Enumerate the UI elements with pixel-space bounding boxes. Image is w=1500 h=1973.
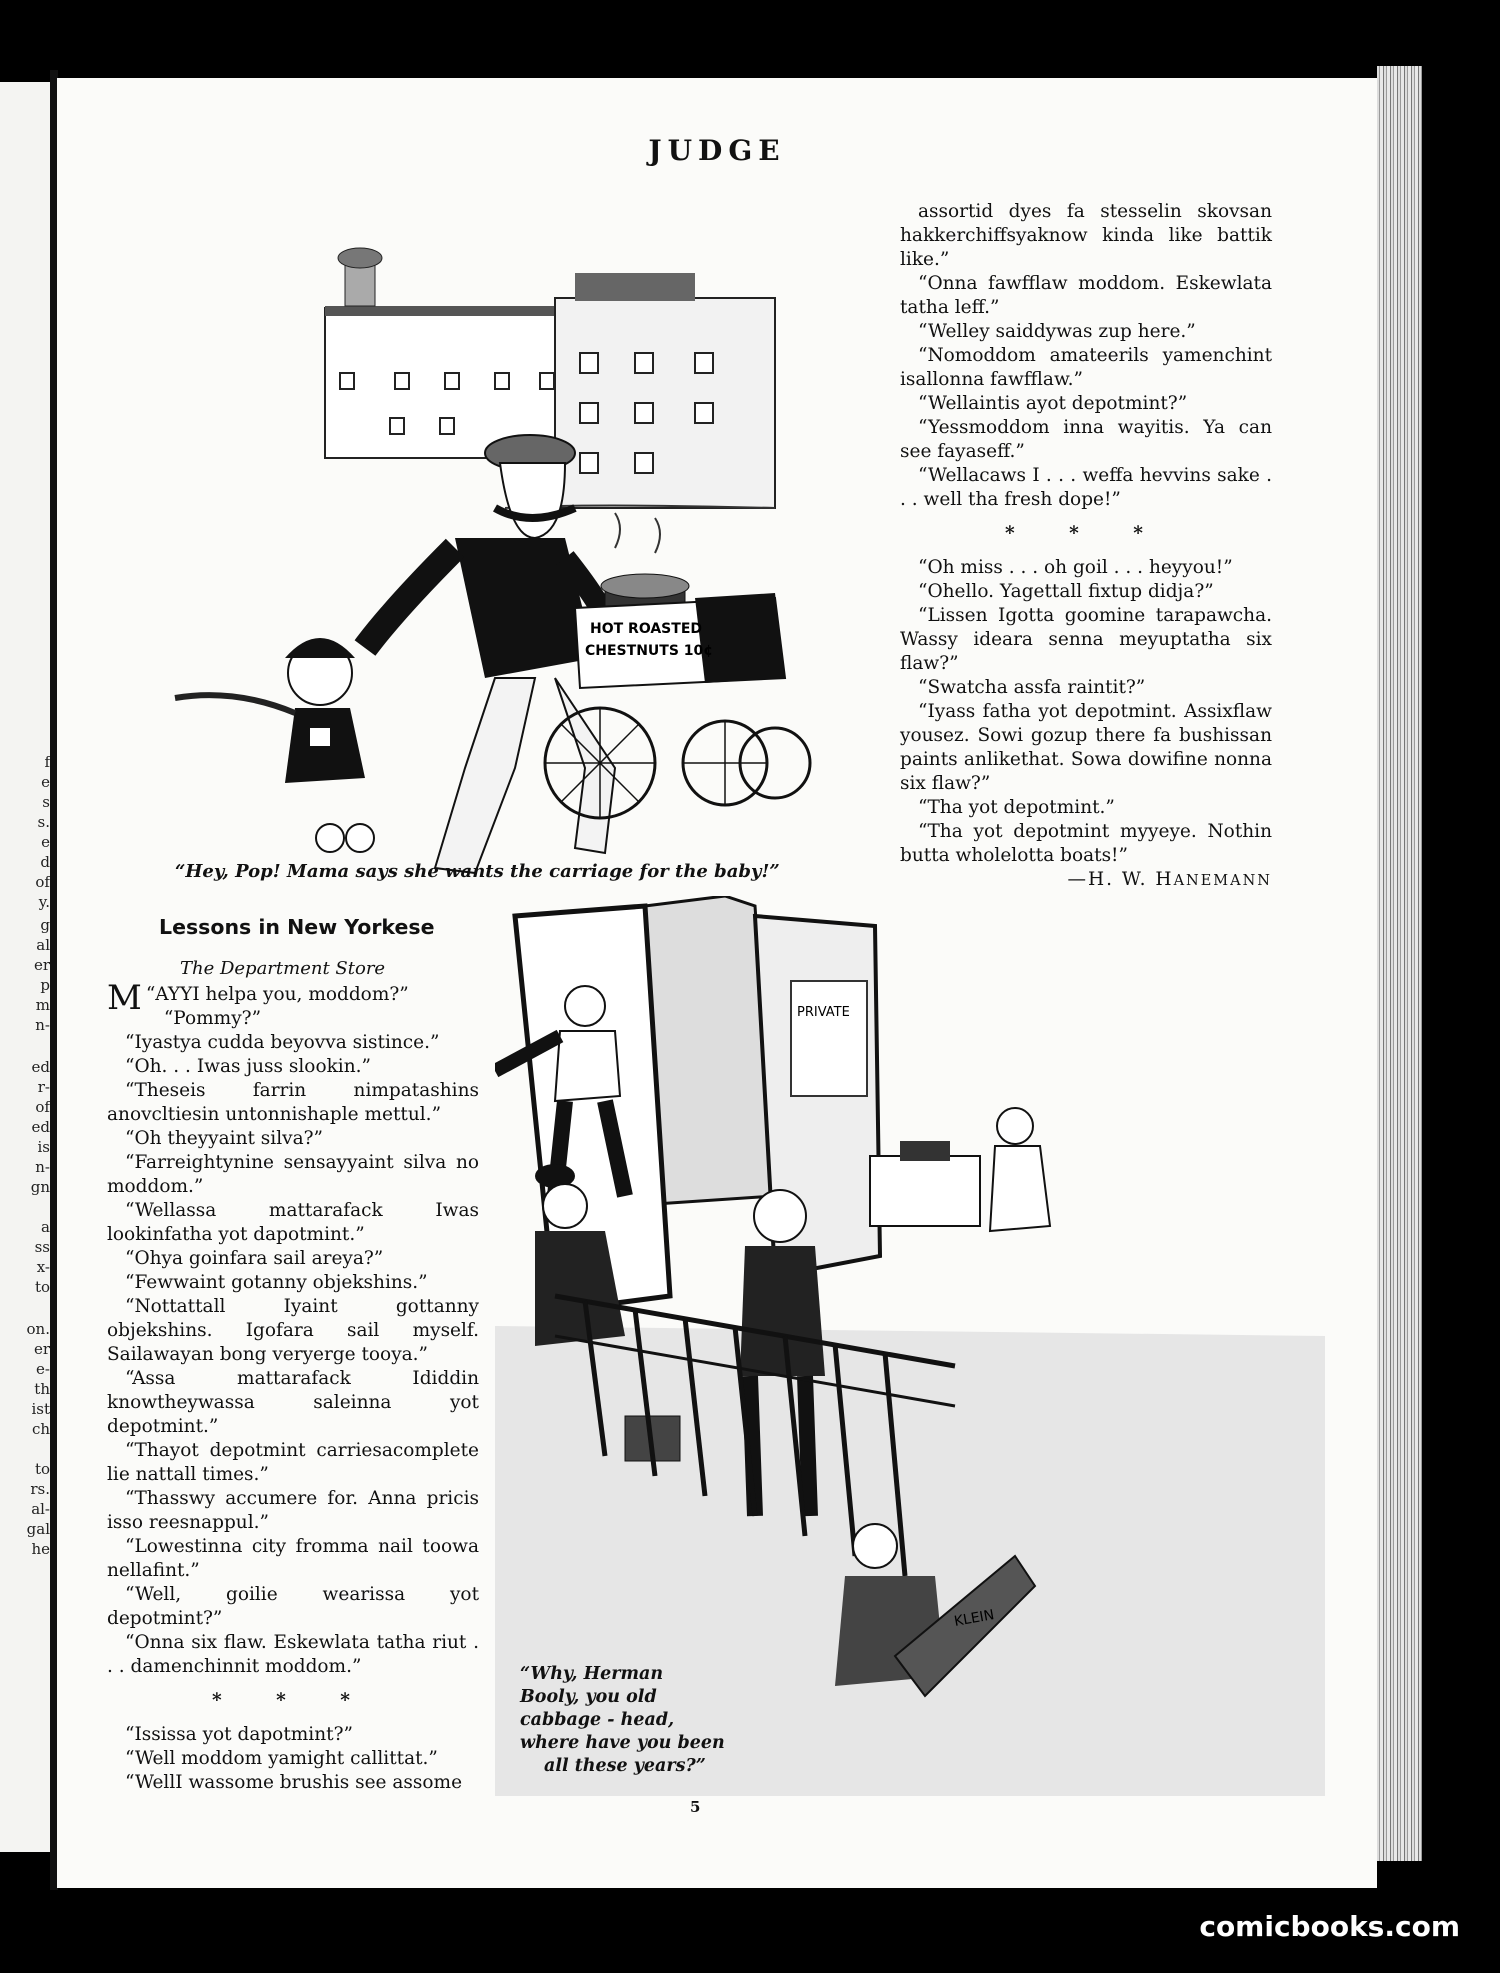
page-header: JUDGE	[648, 134, 786, 167]
left-page-text-fragment: g	[40, 916, 50, 934]
col2-paragraph: “Welley saiddywas zup here.”	[918, 321, 1196, 342]
left-page-text-fragment: of	[35, 873, 50, 891]
col2-paragraph: “Onna fawfflaw moddom. Eskewlata tatha leff.”	[900, 273, 1272, 318]
col2-paragraph: assortid dyes fa stesselin skovsan hakkerchiffsyaknow kinda like battik like.”	[900, 201, 1272, 270]
left-page-text-fragment: is	[37, 1138, 50, 1156]
col1b-paragraph: “Ississa yot dapotmint?”	[125, 1724, 353, 1745]
col1-paragraph: “Wellassa mattarafack Iwas lookinfatha yot dapotmint.”	[107, 1200, 479, 1245]
col2b-paragraph: “Swatcha assfa raintit?”	[918, 677, 1146, 698]
col1-paragraph: “Thasswy accumere for. Anna pricis isso reesnappul.”	[107, 1488, 479, 1533]
left-page-text-fragment: r-	[37, 1078, 50, 1096]
col1-paragraph: “Well, goilie wearissa yot depotmint?”	[107, 1584, 479, 1629]
col2b-paragraph: “Ohello. Yagettall fixtup didja?”	[918, 581, 1214, 602]
page-stack-edge	[1377, 66, 1422, 1861]
left-page-text-fragment: ch	[31, 1420, 50, 1438]
left-page-text-fragment: rs.	[30, 1480, 50, 1498]
left-page-text-fragment: he	[31, 1540, 50, 1558]
left-page-text-fragment: x-	[36, 1258, 50, 1276]
col1-paragraph: “Iyastya cudda beyovva sistince.”	[125, 1032, 440, 1053]
left-page-text-fragment: m	[35, 996, 50, 1014]
left-page-text-fragment: on.	[26, 1320, 50, 1338]
left-page-text-fragment: e	[41, 773, 50, 791]
left-page-text-fragment: ist	[31, 1400, 50, 1418]
section-divider-1: * * *	[212, 1690, 374, 1711]
col1b-paragraph: “WellI wassome brushis see assome	[125, 1772, 463, 1793]
col1-paragraph: “Assa mattarafack Ididdin knowtheywassa saleinna yot depotmint.”	[107, 1368, 479, 1437]
col2b-paragraph: “Oh miss . . . oh goil . . . heyyou!”	[918, 557, 1233, 578]
article-column-2	[900, 200, 1272, 893]
article-column-1	[107, 978, 479, 1795]
chestnut-vendor-cartoon	[135, 208, 895, 928]
left-page-text-fragment: d	[40, 853, 50, 871]
magazine-page	[57, 78, 1377, 1888]
left-page-text-fragment: f	[44, 753, 50, 771]
col2b-paragraph: “Tha yot depotmint myyeye. Nothin butta wholelotta boats!”	[900, 821, 1272, 866]
left-page-text-fragment: er	[33, 1340, 50, 1358]
article-title: Lessons in New Yorkese	[159, 915, 435, 939]
col1-paragraph: “Fewwaint gotanny objekshins.”	[125, 1272, 428, 1293]
author-signature: —H. W. HANEMANN	[1067, 869, 1272, 890]
article-opening-line: “ M AYYI helpa you, moddom?”	[107, 978, 409, 1018]
left-page-text-fragment: to	[34, 1460, 50, 1478]
left-page-text-fragment: al	[36, 936, 50, 954]
col1-paragraph: “Theseis farrin nimpatashins anovcltiesin untonnishaple mettul.”	[107, 1080, 479, 1125]
cartoon1-caption: “Hey, Pop! Mama says she wants the carriage for the baby!”	[175, 861, 780, 882]
left-page-text-fragment: ss	[34, 1238, 50, 1256]
left-page-text-fragment: gal	[26, 1520, 50, 1538]
left-page-text-fragment: to	[34, 1278, 50, 1296]
col1-paragraph: “Lowestinna city fromma nail toowa nellafint.”	[107, 1536, 479, 1581]
left-page-text-fragment: s.	[37, 813, 50, 831]
col1-paragraph: “Farreightynine sensayyaint silva no moddom.”	[107, 1152, 479, 1197]
page-number: 5	[690, 1798, 701, 1816]
left-page-text-fragment: ed	[31, 1118, 50, 1136]
col1-paragraph: “Onna six flaw. Eskewlata tatha riut . . . damenchinnit moddom.”	[107, 1632, 479, 1677]
drop-cap: M	[107, 978, 142, 1018]
left-page-text-fragment: n-	[35, 1016, 50, 1034]
left-page-text-fragment: ed	[31, 1058, 50, 1076]
office-cartoon	[495, 896, 1325, 1796]
col1-paragraph: “Nottattall Iyaint gottanny objekshins. Igofara sail myself. Sailawayan bong veryerge tooya.”	[107, 1296, 479, 1365]
col2-paragraph: “Wellaintis ayot depotmint?”	[918, 393, 1188, 414]
col2-paragraph: “Nomoddom amateerils yamenchint isallonna fawfflaw.”	[900, 345, 1272, 390]
col1-paragraph: “Thayot depotmint carriesacomplete lie nattall times.”	[107, 1440, 479, 1485]
left-page-text-fragment: s	[42, 793, 50, 811]
cart-sign-line1: HOT ROASTED	[590, 621, 702, 637]
section-divider-2: * * *	[1005, 523, 1167, 544]
col1-paragraph: “Ohya goinfara sail areya?”	[125, 1248, 384, 1269]
cartoon2-caption: “Why, Herman Booly, you old cabbage - head, where have you been all these years?”	[520, 1664, 725, 1776]
left-page-text-fragment: e-	[36, 1360, 50, 1378]
watermark: comicbooks.com	[1199, 1910, 1460, 1943]
col2-paragraph: “Yessmoddom inna wayitis. Ya can see fayaseff.”	[900, 417, 1272, 462]
left-page-text-fragment: y.	[38, 893, 50, 911]
cart-sign-line2: CHESTNUTS 10¢	[585, 643, 714, 659]
artist-signature: KLEIN	[952, 1607, 996, 1630]
col2-paragraph: “Wellacaws I . . . weffa hevvins sake . . . well tha fresh dope!”	[900, 465, 1272, 510]
left-page-text-fragment: e	[41, 833, 50, 851]
col2b-paragraph: “Lissen Igotta goomine tarapawcha. Wassy ideara senna meyuptatha six flaw?”	[900, 605, 1272, 674]
left-page-text-fragment: th	[34, 1380, 50, 1398]
left-page-text-fragment: al-	[31, 1500, 50, 1518]
door-sign: PRIVATE	[797, 1005, 850, 1020]
left-page-text-fragment: gn	[30, 1178, 50, 1196]
col2b-paragraph: “Iyass fatha yot depotmint. Assixflaw yousez. Sowi gozup there fa bushissan paints anlikethat. Sowa dowifine nonna six flaw?”	[900, 701, 1272, 794]
left-page-text-fragment: n-	[35, 1158, 50, 1176]
left-page-text-fragment: a	[41, 1218, 50, 1236]
left-page-text-fragment: er	[33, 956, 50, 974]
col1-paragraph: “Pommy?”	[163, 1008, 262, 1029]
left-page-text-fragment: p	[40, 976, 50, 994]
article-subtitle: The Department Store	[180, 958, 386, 979]
col1-paragraph: “Oh. . . Iwas juss slookin.”	[125, 1056, 371, 1077]
left-page-text-fragment: of	[35, 1098, 50, 1116]
left-page-edge	[0, 82, 50, 1852]
col1-paragraph: “Oh theyyaint silva?”	[125, 1128, 323, 1149]
col2b-paragraph: “Tha yot depotmint.”	[918, 797, 1115, 818]
col1b-paragraph: “Well moddom yamight callittat.”	[125, 1748, 438, 1769]
